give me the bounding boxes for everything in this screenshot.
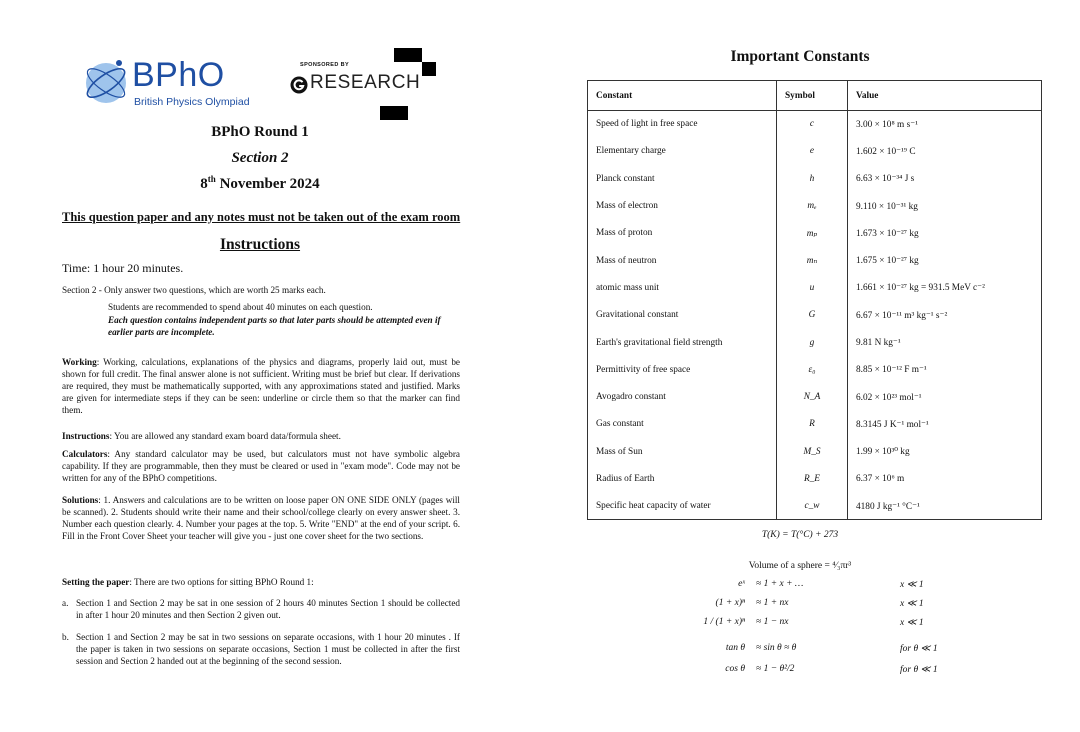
- sponsor-label: SPONSORED BY: [300, 62, 350, 68]
- constant-symbol: c: [777, 111, 848, 138]
- table-header-row: [588, 81, 1042, 111]
- constant-name: Planck constant: [588, 165, 777, 192]
- table-row: [588, 165, 1042, 192]
- constants-table: [587, 80, 1042, 520]
- approx-lhs: (1 + x)ⁿ: [715, 598, 745, 608]
- constant-name: Gravitational constant: [588, 302, 777, 329]
- constant-name: Radius of Earth: [588, 465, 777, 492]
- approx-lhs: tan θ: [725, 643, 745, 653]
- constant-symbol: N_A: [777, 383, 848, 410]
- temperature-conversion: T(K) = T(°C) + 273: [761, 530, 839, 540]
- constant-symbol: mₚ: [777, 220, 848, 247]
- instructions-heading: Instructions: [219, 236, 301, 253]
- constant-value: 3.00 × 10⁸ m s⁻¹: [848, 111, 1042, 138]
- table-row: [588, 493, 1042, 520]
- time-recommendation: Students are recommended to spend about 40 minutes on each question.: [108, 302, 373, 312]
- constant-value: 6.67 × 10⁻¹¹ m³ kg⁻¹ s⁻²: [848, 302, 1042, 329]
- table-body: [588, 111, 1042, 520]
- constant-value: 6.63 × 10⁻³⁴ J s: [848, 165, 1042, 192]
- table-row: [588, 302, 1042, 329]
- table-row: [588, 274, 1042, 301]
- option-b: b. Section 1 and Section 2 may be sat in two sessions on separate occasions, with 1 hour 20 minutes . If the paper is taken in two sessions on separate occasions, Section 1 must be collected in after the first session and Section 2 handed out at the beginning of the second session.: [62, 632, 460, 666]
- exam-room-warning: This question paper and any notes must not be taken out of the exam room: [62, 210, 461, 224]
- approx-condition: for θ ≪ 1: [900, 644, 938, 654]
- table-row: [588, 192, 1042, 219]
- table-row: [588, 220, 1042, 247]
- approx-rhs: ≈ sin θ ≈ θ: [756, 643, 797, 653]
- constant-name: Mass of proton: [588, 220, 777, 247]
- constant-symbol: R: [777, 411, 848, 438]
- constant-symbol: ε₀: [777, 356, 848, 383]
- column-header: Constant: [588, 81, 777, 111]
- approx-lhs: cos θ: [725, 664, 745, 674]
- constant-name: Gas constant: [588, 411, 777, 438]
- constant-name: Avogadro constant: [588, 383, 777, 410]
- g-logo-icon: [290, 76, 308, 94]
- constant-name: Specific heat capacity of water: [588, 493, 777, 520]
- constant-value: 1.673 × 10⁻²⁷ kg: [848, 220, 1042, 247]
- pixel-block: [394, 48, 422, 62]
- constant-value: 9.81 N kg⁻¹: [848, 329, 1042, 356]
- exam-date: 8th November 2024: [200, 174, 320, 192]
- pixel-block: [380, 106, 408, 120]
- option-a: a. Section 1 and Section 2 may be sat in one session of 2 hours 40 minutes Section 1 should be collected in after 1 hour 20 minutes and then Section 2 given out.: [62, 598, 460, 620]
- pixel-block: [422, 62, 436, 76]
- solutions-paragraph: Solutions: 1. Answers and calculations are to be written on loose paper ON ONE SIDE ONLY (pages will be scanned). 2. Students should write their name and their school/college clearly on every answer sheet. 3. Number each question clearly. 4. Number your pages at the top. 5. Write "END" at the end of your script. 6. Fill in the Front Cover Sheet your teacher will give you - just one cover sheet for the two sections.: [62, 495, 460, 541]
- table-row: [588, 383, 1042, 410]
- approx-rhs: ≈ 1 + x + …: [756, 579, 804, 589]
- section-title: Section 2: [231, 150, 289, 166]
- instructions-paragraph: Instructions: You are allowed any standard exam board data/formula sheet.: [62, 431, 341, 441]
- constants-title: Important Constants: [730, 48, 870, 65]
- table-row: [588, 111, 1042, 138]
- constant-value: 9.110 × 10⁻³¹ kg: [848, 192, 1042, 219]
- table-row: [588, 138, 1042, 165]
- bpho-subtitle: British Physics Olympiad: [134, 96, 250, 108]
- time-allowed: Time: 1 hour 20 minutes.: [62, 261, 184, 275]
- constant-name: Mass of neutron: [588, 247, 777, 274]
- constant-value: 8.3145 J K⁻¹ mol⁻¹: [848, 411, 1042, 438]
- constant-symbol: M_S: [777, 438, 848, 465]
- constant-name: Speed of light in free space: [588, 111, 777, 138]
- approx-rhs: ≈ 1 + nx: [756, 598, 789, 608]
- sponsor-wordmark: RESEARCH: [310, 72, 421, 93]
- table-row: [588, 356, 1042, 383]
- atom-icon: [82, 56, 130, 106]
- constant-symbol: mₙ: [777, 247, 848, 274]
- constant-symbol: mₑ: [777, 192, 848, 219]
- constant-value: 1.661 × 10⁻²⁷ kg = 931.5 MeV c⁻²: [848, 274, 1042, 301]
- round-title: BPhO Round 1: [211, 124, 309, 140]
- bpho-wordmark: BPhO: [132, 56, 225, 94]
- section2-note: Section 2 - Only answer two questions, which are worth 25 marks each.: [62, 285, 326, 295]
- constant-name: Mass of electron: [588, 192, 777, 219]
- constant-value: 8.85 × 10⁻¹² F m⁻¹: [848, 356, 1042, 383]
- setting-paragraph: Setting the paper: There are two options for sitting BPhO Round 1:: [62, 577, 314, 587]
- constant-symbol: h: [777, 165, 848, 192]
- constant-value: 1.602 × 10⁻¹⁹ C: [848, 138, 1042, 165]
- approx-condition: x ≪ 1: [900, 618, 924, 628]
- table-row: [588, 329, 1042, 356]
- independent-parts-note: Each question contains independent parts so that later parts should be attempted even if earlier parts are incomplete.: [108, 315, 441, 337]
- constant-symbol: R_E: [777, 465, 848, 492]
- constant-symbol: g: [777, 329, 848, 356]
- column-header: Symbol: [777, 81, 848, 111]
- table-row: [588, 465, 1042, 492]
- constant-symbol: u: [777, 274, 848, 301]
- approx-lhs: eˣ: [738, 579, 745, 589]
- table-row: [588, 411, 1042, 438]
- constant-value: 6.02 × 10²³ mol⁻¹: [848, 383, 1042, 410]
- constant-value: 4180 J kg⁻¹ °C⁻¹: [848, 493, 1042, 520]
- constant-name: Elementary charge: [588, 138, 777, 165]
- constants-page: [560, 0, 1080, 732]
- constant-symbol: G: [777, 302, 848, 329]
- working-paragraph: Working: Working, calculations, explanations of the physics and diagrams, properly laid out, must be shown for full credit. The final answer alone is not sufficient. Writing must be brief but clear. If derivations are required, they must be mathematically supported, with any approximations stated and justified. Marks are given for intermediate steps if they can be seen: underline or circle them so that the marker can find them.: [62, 357, 460, 415]
- constant-value: 6.37 × 10⁶ m: [848, 465, 1042, 492]
- approx-condition: x ≪ 1: [900, 580, 924, 590]
- table-row: [588, 438, 1042, 465]
- sponsor-logo: [290, 48, 450, 123]
- constant-name: Permittivity of free space: [588, 356, 777, 383]
- calculators-paragraph: Calculators: Any standard calculator may be used, but calculators must not have symbolic algebra capability. If they are programmable, then they must be cleared or used in "exam mode". Code may not be written for any of the BPhO competitions.: [62, 449, 460, 483]
- table-row: [588, 247, 1042, 274]
- constant-value: 1.675 × 10⁻²⁷ kg: [848, 247, 1042, 274]
- approx-rhs: ≈ 1 − θ²/2: [756, 664, 795, 674]
- constant-symbol: e: [777, 138, 848, 165]
- approx-lhs: 1 / (1 + x)ⁿ: [703, 617, 745, 627]
- approx-condition: for θ ≪ 1: [900, 665, 938, 675]
- approx-rhs: ≈ 1 − nx: [756, 617, 789, 627]
- bpho-logo: [82, 54, 282, 114]
- constant-value: 1.99 × 10³⁰ kg: [848, 438, 1042, 465]
- column-header: Value: [848, 81, 1042, 111]
- constant-name: atomic mass unit: [588, 274, 777, 301]
- constant-name: Earth's gravitational field strength: [588, 329, 777, 356]
- approx-condition: x ≪ 1: [900, 599, 924, 609]
- sphere-volume: Volume of a sphere = ⁴⁄₃πr³: [748, 561, 852, 571]
- constant-name: Mass of Sun: [588, 438, 777, 465]
- constant-symbol: c_w: [777, 493, 848, 520]
